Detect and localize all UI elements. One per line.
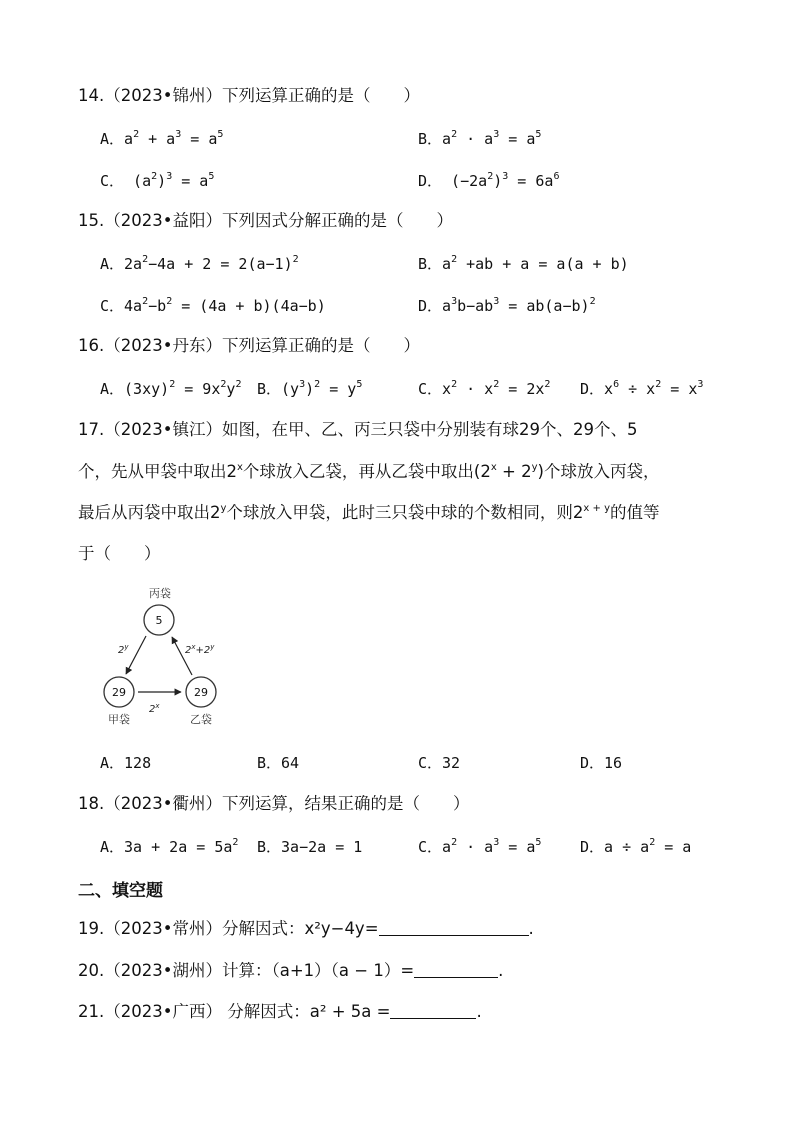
q16-option-d: D．$x^6 \div x^2 = x^3$: [580, 379, 704, 398]
bag-b-label: 乙袋: [190, 713, 212, 726]
q15-option-b: B．$a^2 +ab + a = a(a + b)$: [418, 254, 629, 273]
bag-a-label: 甲袋: [108, 713, 130, 726]
q16-option-c: C．$x^2 \cdot x^2 = 2x^2$: [418, 379, 551, 398]
question-17-line-4: 于（ ）: [78, 544, 161, 563]
question-17-line-1: 17.（2023•镇江）如图，在甲、乙、丙三只袋中分别装有球29个、29个、5: [78, 420, 638, 439]
bag-b-value: 29: [194, 686, 208, 699]
q16-option-b: B．$(y^3)^2 = y^5$: [257, 379, 363, 398]
question-17-line-2: 个，先从甲袋中取出2$^x$个球放入乙袋，再从乙袋中取出$(2^x + 2^y)$个球放入丙袋，: [78, 462, 660, 481]
answer-blank-19[interactable]: [379, 921, 529, 936]
q18-option-a: A．$3a + 2a = 5a^2$: [100, 837, 239, 856]
question-20: 20.（2023•湖州）计算：（a+1）（a − 1）= .: [78, 961, 504, 980]
q18-option-c: C．$a^2 \cdot a^3 = a^5$: [418, 837, 542, 856]
question-19: 19.（2023•常州）分解因式：x²y−4y= .: [78, 919, 534, 938]
bag-a-value: 29: [112, 686, 126, 699]
question-17-line-3: 最后从丙袋中取出2$^y$个球放入甲袋，此时三只袋中球的个数相同，则$2^{x + y}$的值等: [78, 503, 660, 522]
answer-blank-20[interactable]: [414, 963, 498, 978]
q15-option-d: D．$a^3b-ab^3 = ab(a-b)^2$: [418, 296, 596, 315]
q14-option-b: B．$a^2 \cdot a^3 = a^5$: [418, 129, 542, 148]
arrow-c-to-a: [126, 636, 146, 674]
q17-option-b: B．64: [257, 754, 300, 772]
q17-option-d: D．16: [580, 754, 623, 772]
bag-diagram: [88, 580, 238, 730]
answer-blank-21[interactable]: [390, 1004, 476, 1019]
q14-option-d: D． $(-2a^2)^3 = 6a^6$: [418, 171, 560, 190]
arrow-c-a-label: 2$^y$: [118, 643, 129, 656]
question-15-stem: 15.（2023•益阳）下列因式分解正确的是（ ）: [78, 211, 453, 230]
q17-option-c: C．32: [418, 754, 461, 772]
arrow-b-to-c: [172, 637, 192, 675]
question-21: 21.（2023•广西） 分解因式：a² + 5a = .: [78, 1002, 482, 1021]
q17-option-a: A．128: [100, 754, 152, 772]
arrow-a-b-label: 2$^x$: [149, 702, 160, 715]
q15-option-c: C．$4a^2-b^2 = (4a + b)(4a-b)$: [100, 296, 326, 315]
bag-c-label: 丙袋: [149, 587, 171, 600]
q16-option-a: A．$(3xy)^2 = 9x^2y^2$: [100, 379, 242, 398]
q18-option-d: D．$a \div a^2 = a$: [580, 837, 692, 856]
arrow-b-c-label: $2^x+2^y$: [185, 643, 215, 656]
bag-c-value: 5: [155, 614, 163, 627]
q14-option-c: C． $(a^2)^3 = a^5$: [100, 171, 215, 190]
q15-option-a: A．$2a^2-4a + 2 = 2(a-1)^2$: [100, 254, 299, 273]
q18-option-b: B．3a−2a = 1: [257, 838, 363, 856]
q14-option-a: A．$a^2 + a^3 = a^5$: [100, 129, 224, 148]
question-16-stem: 16.（2023•丹东）下列运算正确的是（ ）: [78, 336, 420, 355]
question-18-stem: 18.（2023•衢州）下列运算，结果正确的是（ ）: [78, 794, 470, 813]
question-14-stem: 14.（2023•锦州）下列运算正确的是（ ）: [78, 86, 420, 105]
section-heading-fill-blank: 二、填空题: [78, 881, 163, 901]
